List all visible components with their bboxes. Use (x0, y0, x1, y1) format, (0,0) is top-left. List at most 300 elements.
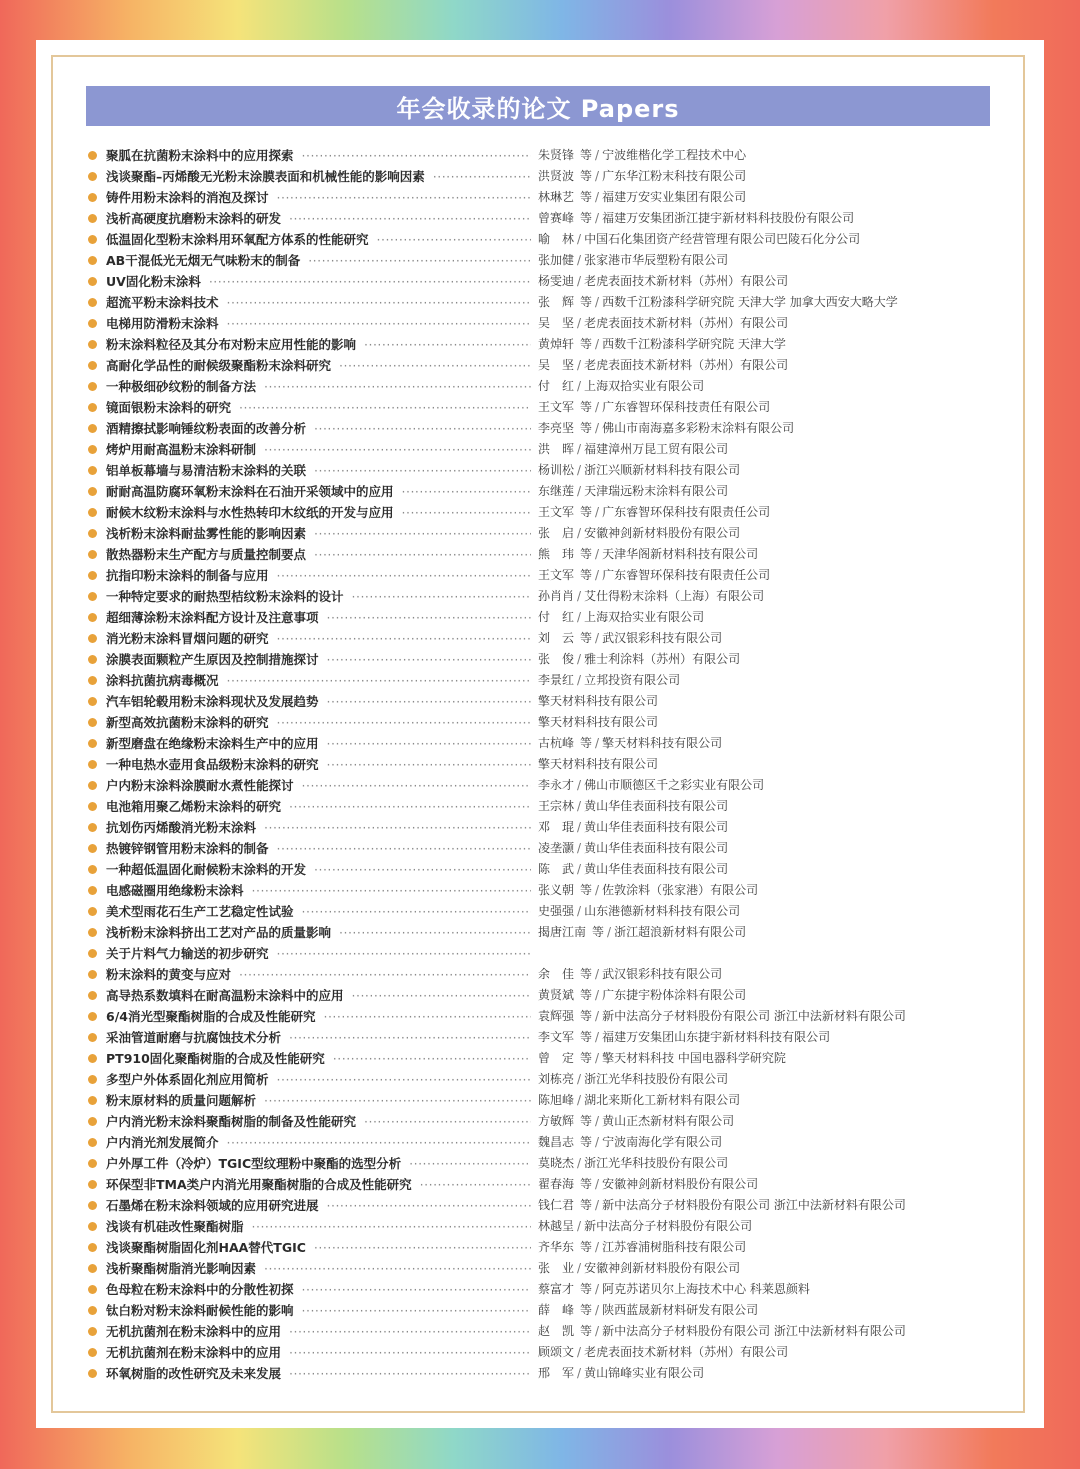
bullet-dot-icon (88, 319, 97, 328)
bullet-dot-icon (88, 823, 97, 832)
paper-author-affiliation (538, 1196, 990, 1215)
paper-title: 一种特定要求的耐热型桔纹粉末涂料的设计 ····· (106, 587, 531, 606)
paper-author-affiliation (538, 1238, 990, 1257)
paper-author-affiliation (538, 650, 990, 669)
paper-title: 无机抗菌剂在粉末涂料中的应用 ····· (106, 1343, 531, 1362)
bullet-dot-icon (88, 340, 97, 349)
separator: / (577, 1345, 582, 1359)
bullet-dot-icon (88, 760, 97, 769)
bullet-dot-icon (88, 1075, 97, 1084)
paper-row (86, 334, 990, 355)
author-name: 洪 晖 (538, 442, 575, 456)
paper-row (86, 586, 990, 607)
paper-row (86, 229, 990, 250)
paper-author-affiliation (538, 860, 990, 879)
paper-author-affiliation (538, 293, 990, 312)
paper-author-affiliation (538, 230, 990, 249)
paper-row (86, 1048, 990, 1069)
paper-title: 浅析聚酯树脂消光影响因素 ····· (106, 1259, 531, 1278)
author-name: 吴 坚 (538, 316, 575, 330)
et-al-label: 等 (580, 337, 593, 351)
et-al-label: 等 (580, 988, 593, 1002)
paper-row (86, 292, 990, 313)
separator: / (577, 358, 582, 372)
organization: 福建万安集团山东捷宇新材料科技有限公司 (602, 1030, 831, 1044)
bullet-dot-icon (88, 1264, 97, 1273)
paper-author-affiliation (538, 566, 990, 585)
separator: / (577, 253, 582, 267)
paper-title: 低温固化型粉末涂料用环氧配方体系的性能研究 ····· (106, 230, 531, 249)
organization: 新中法高分子材料股份有限公司 (584, 1219, 753, 1233)
paper-title: 聚胍在抗菌粉末涂料中的应用探索 ····· (106, 146, 531, 165)
paper-title: 无机抗菌剂在粉末涂料中的应用 ····· (106, 1322, 531, 1341)
paper-row (86, 397, 990, 418)
bullet-dot-icon (88, 718, 97, 727)
paper-title: 铝单板幕墙与易清洁粉末涂料的关联 ····· (106, 461, 531, 480)
organization: 黄山华佳表面科技有限公司 (584, 799, 729, 813)
separator: / (577, 1261, 582, 1275)
paper-title: 美术型雨花石生产工艺稳定性试验 ····· (106, 902, 531, 921)
author-name: 蔡富才 (538, 1282, 575, 1296)
paper-title: 户内消光剂发展简介 ····· (106, 1133, 531, 1152)
paper-author-affiliation (538, 1217, 990, 1236)
paper-list (86, 145, 990, 1384)
author-name: 黄贤斌 (538, 988, 575, 1002)
bullet-dot-icon (88, 571, 97, 580)
separator: / (577, 1219, 582, 1233)
paper-row (86, 376, 990, 397)
et-al-label: 等 (580, 1051, 593, 1065)
et-al-label: 等 (580, 1135, 593, 1149)
paper-author-affiliation (538, 776, 990, 795)
paper-row (86, 502, 990, 523)
paper-author-affiliation (538, 167, 990, 186)
organization: 擎天材料科技有限公司 (602, 736, 723, 750)
author-name: 熊 玮 (538, 547, 575, 561)
organization: 宁波维楷化学工程技术中心 (602, 148, 747, 162)
bullet-dot-icon (88, 508, 97, 517)
et-al-label: 等 (580, 190, 593, 204)
paper-row (86, 859, 990, 880)
bullet-dot-icon (88, 1117, 97, 1126)
author-name: 张加健 (538, 253, 575, 267)
paper-row (86, 565, 990, 586)
organization: 张家港市华辰塑粉有限公司 (584, 253, 729, 267)
paper-title: 耐耐高温防腐环氧粉末涂料在石油开采领域中的应用 ····· (106, 482, 531, 501)
separator: / (595, 1030, 600, 1044)
et-al-label: 等 (580, 1324, 593, 1338)
et-al-label: 等 (580, 1114, 593, 1128)
author-name: 邢 军 (538, 1366, 575, 1380)
paper-title: 粉末涂料粒径及其分布对粉末应用性能的影响 ····· (106, 335, 531, 354)
separator: / (595, 421, 600, 435)
paper-author-affiliation (538, 608, 990, 627)
paper-author-affiliation (538, 461, 990, 480)
et-al-label: 等 (580, 148, 593, 162)
bullet-dot-icon (88, 466, 97, 475)
paper-title: 色母粒在粉末涂料中的分散性初探 ····· (106, 1280, 531, 1299)
author-name: 魏昌志 (538, 1135, 575, 1149)
separator: / (595, 1051, 600, 1065)
separator: / (595, 631, 600, 645)
paper-author-affiliation (538, 734, 990, 753)
paper-row (86, 691, 990, 712)
bullet-dot-icon (88, 1180, 97, 1189)
separator: / (595, 1177, 600, 1191)
bullet-dot-icon (88, 928, 97, 937)
organization: 黄山华佳表面科技有限公司 (584, 862, 729, 876)
bullet-dot-icon (88, 613, 97, 622)
paper-row (86, 607, 990, 628)
organization: 擎天材料科技 中国电器科学研究院 (602, 1051, 786, 1065)
organization: 老虎表面技术新材料（苏州）有限公司 (584, 274, 789, 288)
bullet-dot-icon (88, 655, 97, 664)
organization: 天津瑞远粉末涂料有限公司 (584, 484, 729, 498)
organization: 广东华江粉末科技有限公司 (602, 169, 747, 183)
paper-row (86, 187, 990, 208)
paper-author-affiliation (538, 818, 990, 837)
paper-row (86, 460, 990, 481)
paper-title: UV固化粉末涂料 ····· (106, 272, 531, 291)
paper-row (86, 964, 990, 985)
separator: / (577, 610, 582, 624)
paper-row (86, 880, 990, 901)
separator: / (595, 547, 600, 561)
et-al-label: 等 (580, 1282, 593, 1296)
paper-row (86, 712, 990, 733)
separator: / (577, 379, 582, 393)
paper-author-affiliation (538, 797, 990, 816)
organization: 武汉银彩科技有限公司 (602, 631, 723, 645)
separator: / (595, 1303, 600, 1317)
paper-title: 耐候木纹粉末涂料与水性热转印木纹纸的开发与应用 ····· (106, 503, 531, 522)
paper-author-affiliation (538, 1154, 990, 1173)
separator: / (595, 1282, 600, 1296)
paper-row (86, 1174, 990, 1195)
paper-row (86, 1111, 990, 1132)
bullet-dot-icon (88, 781, 97, 790)
author-name: 翟春海 (538, 1177, 575, 1191)
paper-title: 浅析高硬度抗磨粉末涂料的研发 ····· (106, 209, 531, 228)
bullet-dot-icon (88, 1222, 97, 1231)
organization: 浙江光华科技股份有限公司 (584, 1156, 729, 1170)
paper-author-affiliation (538, 440, 990, 459)
et-al-label: 等 (580, 295, 593, 309)
separator: / (577, 820, 582, 834)
separator: / (595, 211, 600, 225)
bullet-dot-icon (88, 151, 97, 160)
bullet-dot-icon (88, 403, 97, 412)
paper-title: 粉末原材料的质量问题解析 ····· (106, 1091, 531, 1110)
separator: / (577, 232, 582, 246)
author-name: 张 俊 (538, 652, 575, 666)
separator: / (577, 274, 582, 288)
separator: / (595, 190, 600, 204)
paper-row (86, 1153, 990, 1174)
organization: 上海双拾实业有限公司 (584, 610, 705, 624)
et-al-label: 等 (580, 1240, 593, 1254)
organization: 浙江超浪新材料有限公司 (614, 925, 747, 939)
paper-title: PT910固化聚酯树脂的合成及性能研究 ····· (106, 1049, 531, 1068)
paper-author-affiliation (538, 1301, 990, 1320)
et-al-label: 等 (580, 211, 593, 225)
author-name: 方敏辉 (538, 1114, 575, 1128)
paper-author-affiliation (538, 1091, 990, 1110)
bullet-dot-icon (88, 1306, 97, 1315)
separator: / (577, 673, 582, 687)
paper-author-affiliation (538, 1028, 990, 1047)
organization: 浙江兴顺新材料科技有限公司 (584, 463, 741, 477)
organization: 佐敦涂料（张家港）有限公司 (602, 883, 759, 897)
paper-author-affiliation (538, 272, 990, 291)
organization: 福建万安实业集团有限公司 (602, 190, 747, 204)
paper-title: 一种超低温固化耐候粉末涂料的开发 ····· (106, 860, 531, 879)
paper-title: 抗指印粉末涂料的制备与应用 ····· (106, 566, 531, 585)
paper-row (86, 439, 990, 460)
paper-row (86, 754, 990, 775)
author-name: 袁辉强 (538, 1009, 575, 1023)
organization: 新中法高分子材料股份有限公司 浙江中法新材料有限公司 (602, 1009, 906, 1023)
paper-title: 高导热系数填料在耐高温粉末涂料中的应用 ····· (106, 986, 531, 1005)
bullet-dot-icon (88, 697, 97, 706)
bullet-dot-icon (88, 844, 97, 853)
paper-title: 环保型非TMA类户内消光用聚酯树脂的合成及性能研究 ····· (106, 1175, 531, 1194)
separator: / (595, 337, 600, 351)
paper-row (86, 166, 990, 187)
organization: 老虎表面技术新材料（苏州）有限公司 (584, 358, 789, 372)
bullet-dot-icon (88, 550, 97, 559)
paper-row (86, 775, 990, 796)
bullet-dot-icon (88, 739, 97, 748)
paper-row (86, 544, 990, 565)
separator: / (595, 988, 600, 1002)
paper-title: 钛白粉对粉末涂料耐候性能的影响 ····· (106, 1301, 531, 1320)
paper-row (86, 208, 990, 229)
bullet-dot-icon (88, 256, 97, 265)
separator: / (595, 1009, 600, 1023)
author-name: 钱仁君 (538, 1198, 575, 1212)
bullet-dot-icon (88, 1159, 97, 1168)
bullet-dot-icon (88, 592, 97, 601)
separator: / (595, 883, 600, 897)
author-name: 王宗林 (538, 799, 575, 813)
paper-author-affiliation (538, 209, 990, 228)
paper-author-affiliation (538, 1007, 990, 1026)
organization: 广东睿智环保科技有限责任公司 (602, 505, 771, 519)
paper-row (86, 1027, 990, 1048)
separator: / (595, 1114, 600, 1128)
bullet-dot-icon (88, 991, 97, 1000)
organization: 擎天材料科技有限公司 (538, 694, 659, 708)
separator: / (595, 1240, 600, 1254)
et-al-label: 等 (580, 400, 593, 414)
paper-title: 汽车铝轮毂用粉末涂料现状及发展趋势 ····· (106, 692, 531, 711)
paper-row (86, 1006, 990, 1027)
paper-title: 关于片料气力输送的初步研究 ····· (106, 944, 531, 963)
author-name: 林琳艺 (538, 190, 575, 204)
paper-title: 超流平粉末涂料技术 ····· (106, 293, 531, 312)
bullet-dot-icon (88, 1243, 97, 1252)
author-name: 张 启 (538, 526, 575, 540)
author-name: 顾颂文 (538, 1345, 575, 1359)
author-name: 薛 峰 (538, 1303, 575, 1317)
paper-row (86, 1195, 990, 1216)
separator: / (595, 736, 600, 750)
author-name: 邓 琨 (538, 820, 575, 834)
paper-title: 消光粉末涂料冒烟问题的研究 ····· (106, 629, 531, 648)
separator: / (595, 568, 600, 582)
separator: / (577, 1093, 582, 1107)
paper-author-affiliation (538, 902, 990, 921)
author-name: 王文军 (538, 505, 575, 519)
organization: 擎天材料科技有限公司 (538, 715, 659, 729)
separator: / (577, 778, 582, 792)
paper-row (86, 838, 990, 859)
bullet-dot-icon (88, 214, 97, 223)
paper-row (86, 481, 990, 502)
paper-title: 户内消光粉末涂料聚酯树脂的制备及性能研究 ····· (106, 1112, 531, 1131)
author-name: 杨训松 (538, 463, 575, 477)
bullet-dot-icon (88, 529, 97, 538)
bullet-dot-icon (88, 865, 97, 874)
author-name: 刘栋亮 (538, 1072, 575, 1086)
bullet-dot-icon (88, 235, 97, 244)
separator: / (577, 526, 582, 540)
separator: / (577, 1072, 582, 1086)
organization: 武汉银彩科技有限公司 (602, 967, 723, 981)
organization: 宁波南海化学有限公司 (602, 1135, 723, 1149)
paper-author-affiliation (538, 377, 990, 396)
paper-title: 高耐化学品性的耐候级聚酯粉末涂料研究 ····· (106, 356, 531, 375)
author-name: 张义朝 (538, 883, 575, 897)
et-al-label: 等 (580, 1177, 593, 1191)
paper-row (86, 628, 990, 649)
page-title: 年会收录的论文 Papers (396, 94, 680, 123)
bullet-dot-icon (88, 886, 97, 895)
separator: / (577, 316, 582, 330)
separator: / (595, 400, 600, 414)
organization: 湖北来斯化工新材料有限公司 (584, 1093, 741, 1107)
separator: / (607, 925, 612, 939)
separator: / (595, 1324, 600, 1338)
paper-row (86, 985, 990, 1006)
author-name: 付 红 (538, 610, 575, 624)
separator: / (577, 799, 582, 813)
author-name: 李文军 (538, 1030, 575, 1044)
bullet-dot-icon (88, 361, 97, 370)
bullet-dot-icon (88, 634, 97, 643)
organization: 黄山正杰新材料有限公司 (602, 1114, 735, 1128)
et-al-label: 等 (580, 1030, 593, 1044)
separator: / (577, 484, 582, 498)
paper-author-affiliation (538, 1175, 990, 1194)
paper-title: 粉末涂料的黄变与应对 ····· (106, 965, 531, 984)
paper-author-affiliation (538, 713, 990, 732)
organization: 雅士利涂料（苏州）有限公司 (584, 652, 741, 666)
paper-row (86, 1321, 990, 1342)
paper-row (86, 1216, 990, 1237)
et-al-label: 等 (580, 169, 593, 183)
organization: 佛山市顺德区千之彩实业有限公司 (584, 778, 765, 792)
author-name: 黄焯轩 (538, 337, 575, 351)
paper-author-affiliation (538, 839, 990, 858)
paper-row (86, 1258, 990, 1279)
author-name: 莫晓杰 (538, 1156, 575, 1170)
author-name: 杨雯迪 (538, 274, 575, 288)
paper-author-affiliation (538, 335, 990, 354)
bullet-dot-icon (88, 424, 97, 433)
paper-title: 电感磁圈用绝缘粉末涂料 ····· (106, 881, 531, 900)
bullet-dot-icon (88, 445, 97, 454)
paper-title: 浅谈聚酯树脂固化剂HAA替代TGIC ····· (106, 1238, 531, 1257)
bullet-dot-icon (88, 1012, 97, 1021)
separator: / (595, 169, 600, 183)
paper-author-affiliation (538, 587, 990, 606)
paper-row (86, 817, 990, 838)
paper-author-affiliation (538, 965, 990, 984)
paper-row (86, 1300, 990, 1321)
bullet-dot-icon (88, 907, 97, 916)
organization: 天津华阁新材料科技有限公司 (602, 547, 759, 561)
bullet-dot-icon (88, 1327, 97, 1336)
organization: 阿克苏诺贝尔上海技术中心 科莱恩颜料 (602, 1282, 810, 1296)
separator: / (595, 295, 600, 309)
author-name: 李景红 (538, 673, 575, 687)
paper-author-affiliation (538, 923, 990, 942)
bullet-dot-icon (88, 382, 97, 391)
author-name: 曾 定 (538, 1051, 575, 1065)
bullet-dot-icon (88, 1369, 97, 1378)
paper-row (86, 355, 990, 376)
separator: / (595, 1198, 600, 1212)
et-al-label: 等 (580, 421, 593, 435)
organization: 黄山华佳表面科技有限公司 (584, 820, 729, 834)
paper-author-affiliation (538, 1364, 990, 1383)
organization: 立邦投资有限公司 (584, 673, 681, 687)
organization: 山东港德新材料科技有限公司 (584, 904, 741, 918)
organization: 艾仕得粉末涂料（上海）有限公司 (584, 589, 765, 603)
paper-title: 6/4消光型聚酯树脂的合成及性能研究 ····· (106, 1007, 531, 1026)
organization: 上海双拾实业有限公司 (584, 379, 705, 393)
author-name: 张 辉 (538, 295, 575, 309)
author-name: 张 业 (538, 1261, 575, 1275)
separator: / (577, 652, 582, 666)
organization: 广东捷宇粉体涂料有限公司 (602, 988, 747, 1002)
paper-title: 涂料抗菌抗病毒概况 ····· (106, 671, 531, 690)
paper-title: 抗划伤丙烯酸消光粉末涂料 ····· (106, 818, 531, 837)
bullet-dot-icon (88, 277, 97, 286)
organization: 广东睿智环保科技有限责任公司 (602, 568, 771, 582)
paper-title: 浅析粉末涂料挤出工艺对产品的质量影响 ····· (106, 923, 531, 942)
paper-title: 烤炉用耐高温粉末涂料研制 ····· (106, 440, 531, 459)
paper-row (86, 901, 990, 922)
bullet-dot-icon (88, 676, 97, 685)
organization: 陕西蓝晟新材料研发有限公司 (602, 1303, 759, 1317)
paper-title: 浅析粉末涂料耐盐雾性能的影响因素 ····· (106, 524, 531, 543)
paper-title: 浅谈聚酯–丙烯酸无光粉末涂膜表面和机械性能的影响因素 ····· (106, 167, 531, 186)
bullet-dot-icon (88, 1033, 97, 1042)
paper-author-affiliation (538, 146, 990, 165)
organization: 新中法高分子材料股份有限公司 浙江中法新材料有限公司 (602, 1198, 906, 1212)
author-name: 孙肖肖 (538, 589, 575, 603)
paper-row (86, 1342, 990, 1363)
et-al-label: 等 (580, 547, 593, 561)
paper-title: 环氧树脂的改性研究及未来发展 ····· (106, 1364, 531, 1383)
paper-author-affiliation (538, 1280, 990, 1299)
paper-row (86, 733, 990, 754)
organization: 佛山市南海嘉多彩粉末涂料有限公司 (602, 421, 795, 435)
paper-row (86, 313, 990, 334)
